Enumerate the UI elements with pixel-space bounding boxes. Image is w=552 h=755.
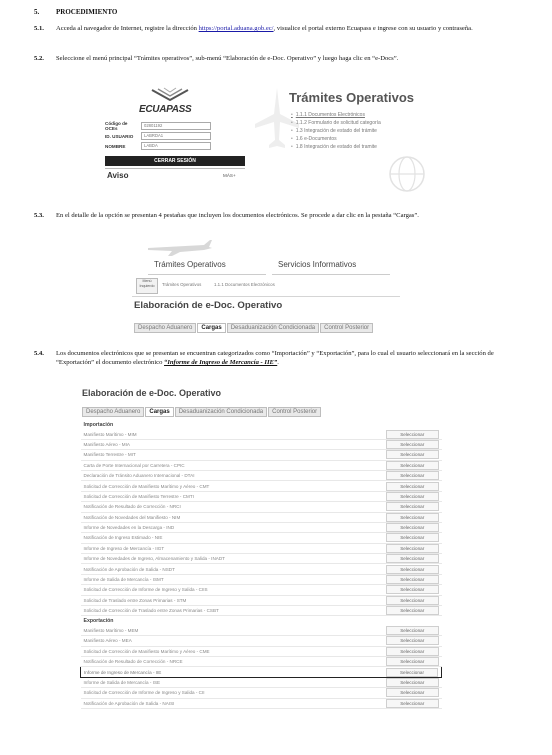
- field-label: ID. USUARIO: [105, 133, 134, 139]
- document-name: Notificación de Resultado de Corrección - NRCE: [81, 656, 384, 666]
- document-name: Solicitud de Corrección de Informe de Ingreso y Salida - CII: [81, 688, 384, 698]
- select-cell: [383, 564, 442, 574]
- select-button[interactable]: Seleccionar: [386, 596, 439, 605]
- document-row: [81, 450, 442, 460]
- select-button[interactable]: Seleccionar: [386, 626, 439, 635]
- document-row: [81, 533, 442, 543]
- breadcrumb-item[interactable]: Trámites Operativos: [162, 282, 202, 287]
- document-name: Notificación de Ingreso Estimado - NIE: [81, 533, 384, 543]
- section-number: 5.: [34, 8, 40, 16]
- select-cell: [383, 595, 442, 605]
- document-row: [81, 574, 442, 584]
- select-button[interactable]: Seleccionar: [386, 668, 438, 677]
- document-name: Solicitud de Traslado entre Zonas Primarias - STM: [81, 595, 384, 605]
- user-id-field[interactable]: LABRDA1: [141, 132, 211, 140]
- document-row: [81, 688, 442, 698]
- document-name: Manifiesto Aéreo - MIA: [81, 439, 384, 449]
- menu-item[interactable]: • 1.3 Integración de estado del trámite: [291, 127, 381, 135]
- field-label: NOMBRE: [105, 143, 126, 149]
- step-text: Seleccione el menú principal “Trámites operativos”, sub-menú “Elaboración de e-Doc. Operativo” y luego haga clic en “e-Docs”.: [56, 55, 399, 62]
- select-button[interactable]: Seleccionar: [386, 513, 439, 522]
- select-cell: [383, 429, 442, 439]
- document-row: [81, 646, 442, 656]
- step-number: 5.3.: [34, 212, 44, 219]
- document-row: [81, 522, 442, 532]
- select-cell: [383, 667, 442, 677]
- select-button[interactable]: Seleccionar: [386, 699, 439, 708]
- document-row: [81, 439, 442, 449]
- select-button[interactable]: Seleccionar: [386, 533, 439, 542]
- select-button[interactable]: Seleccionar: [386, 554, 439, 563]
- document-row: [81, 502, 442, 512]
- document-row: [81, 470, 442, 480]
- select-cell: [383, 606, 442, 616]
- tab-servicios[interactable]: Servicios Informativos: [272, 256, 390, 275]
- tab-despacho[interactable]: Despacho Aduanero: [134, 323, 196, 333]
- select-button[interactable]: Seleccionar: [386, 636, 439, 645]
- target-document: “Informe de Ingreso de Mercancía - IIE”: [164, 359, 278, 366]
- tab-desaduanizacion[interactable]: Desaduanización Condicionada: [227, 323, 319, 333]
- select-button[interactable]: Seleccionar: [386, 440, 439, 449]
- select-cell: [383, 636, 442, 646]
- tramites-title: Trámites Operativos: [289, 90, 414, 105]
- select-cell: [383, 626, 442, 636]
- highlighted-document-row: [81, 667, 442, 677]
- step-number: 5.4.: [34, 350, 44, 357]
- select-button[interactable]: Seleccionar: [386, 647, 439, 656]
- select-cell: [383, 554, 442, 564]
- documents-table: [80, 420, 442, 709]
- category-label: Exportación: [83, 618, 114, 625]
- select-button[interactable]: Seleccionar: [386, 461, 439, 470]
- tab-control-posterior[interactable]: Control Posterior: [320, 323, 373, 333]
- select-cell: [383, 677, 442, 687]
- select-button[interactable]: Seleccionar: [386, 688, 439, 697]
- document-row: [81, 564, 442, 574]
- select-button[interactable]: Seleccionar: [386, 430, 439, 439]
- document-name: Manifiesto Terrestre - MIT: [81, 450, 384, 460]
- logo-text: ECUAPASS: [139, 104, 192, 115]
- airplane-silhouette-icon: [144, 236, 214, 256]
- ecuapass-logo-icon: [150, 86, 190, 104]
- document-row: [81, 585, 442, 595]
- menu-item[interactable]: • 1.1.1 Documentos Electrónicos: [291, 111, 381, 119]
- tab-desaduanizacion[interactable]: Desaduanización Condicionada: [175, 407, 267, 417]
- select-cell: [383, 481, 442, 491]
- tab-cargas[interactable]: Cargas: [197, 323, 225, 333]
- document-name: Notificación de Novedades del Manifiesto - NIM: [81, 512, 384, 522]
- document-name: Solicitud de Corrección de Manifiesto Marítimo y Aéreo - CMT: [81, 481, 384, 491]
- select-cell: [383, 470, 442, 480]
- field-row: [105, 141, 235, 151]
- select-button[interactable]: Seleccionar: [386, 657, 439, 666]
- select-cell: [383, 574, 442, 584]
- docs-screenshot: [80, 388, 442, 753]
- step-number: 5.2.: [34, 55, 44, 62]
- select-button[interactable]: Seleccionar: [386, 482, 439, 491]
- select-cell: [383, 688, 442, 698]
- select-button[interactable]: Seleccionar: [386, 565, 439, 574]
- tramites-menu: [291, 111, 381, 151]
- ocs-select[interactable]: 02801192: [141, 122, 211, 130]
- select-button[interactable]: Seleccionar: [386, 450, 439, 459]
- document-row: [81, 595, 442, 605]
- select-cell: [383, 656, 442, 666]
- document-row: [81, 626, 442, 636]
- tab-despacho[interactable]: Despacho Aduanero: [82, 407, 144, 417]
- select-cell: [383, 585, 442, 595]
- select-cell: [383, 450, 442, 460]
- tab-cargas[interactable]: Cargas: [145, 407, 173, 417]
- menu-toggle-button[interactable]: Menú Inquierdo: [136, 278, 158, 294]
- select-button[interactable]: Seleccionar: [386, 678, 439, 687]
- select-cell: [383, 543, 442, 553]
- document-name: Solicitud de Corrección de Informe de Ingreso y Salida - CIIS: [81, 585, 384, 595]
- document-name: Manifiesto Aéreo - MEA: [81, 636, 384, 646]
- document-row: [81, 554, 442, 564]
- step-text: En el detalle de la opción se presentan 4 pestañas que incluyen los documentos electrónicos. Se procede a dar clic en la pestaña “Cargas”.: [56, 212, 419, 219]
- section-title: PROCEDIMIENTO: [56, 8, 118, 16]
- document-row: [81, 677, 442, 687]
- select-cell: [383, 522, 442, 532]
- tabs-screenshot: [132, 234, 400, 334]
- panel-title: Elaboración de e-Doc. Operativo: [82, 388, 222, 398]
- document-name: Notificación de Aprobación de Salida - NAISI: [81, 698, 384, 708]
- select-button[interactable]: Seleccionar: [386, 606, 439, 615]
- document-name: Declaración de Tránsito Aduanero Internacional - DTAI: [81, 470, 384, 480]
- document-name: Carta de Porte Internacional por Carretera - CPIC: [81, 460, 384, 470]
- select-button[interactable]: Seleccionar: [386, 492, 439, 501]
- login-fields: [105, 121, 235, 151]
- document-name: Informe de Novedades de Ingreso, Almacenamiento y Salida - INADT: [81, 554, 384, 564]
- document-name: Informe de Ingreso de Mercancía - IIE: [81, 667, 384, 677]
- select-cell: [383, 698, 442, 708]
- field-row: [105, 121, 235, 131]
- category-row: [81, 420, 442, 429]
- select-button[interactable]: Seleccionar: [386, 544, 439, 553]
- doc-tabs: [134, 316, 374, 334]
- select-button[interactable]: Seleccionar: [386, 502, 439, 511]
- document-row: [81, 512, 442, 522]
- divider: [105, 168, 245, 169]
- select-cell: [383, 502, 442, 512]
- document-row: [81, 491, 442, 501]
- select-cell: [383, 460, 442, 470]
- document-name: Informe de Salida de Mercancía - ISE: [81, 677, 384, 687]
- select-button[interactable]: Seleccionar: [386, 471, 439, 480]
- document-name: Informe de Salida de Mercancía - ISMT: [81, 574, 384, 584]
- aviso-heading: Aviso: [107, 171, 129, 180]
- document-name: Manifiesto Marítimo - MIM: [81, 429, 384, 439]
- logout-button[interactable]: CERRAR SESIÓN: [105, 156, 245, 166]
- portal-link[interactable]: https://portal.aduana.gob.ec/: [198, 25, 274, 32]
- name-field[interactable]: LABDA: [141, 142, 211, 150]
- document-row: [81, 656, 442, 666]
- document-name: Solicitud de Corrección de Manifiesto Marítimo y Aéreo - CME: [81, 646, 384, 656]
- document-name: Informe de Ingreso de Mercancía - IIGT: [81, 543, 384, 553]
- document-name: Solicitud de Corrección de Manifiesto Terrestre - CMTI: [81, 491, 384, 501]
- select-cell: [383, 533, 442, 543]
- globe-icon: [387, 154, 427, 194]
- document-name: Notificación de Resultado de Corrección - NRCI: [81, 502, 384, 512]
- field-label: Código de OCEs: [105, 121, 128, 131]
- doc-tabs: [82, 400, 442, 418]
- step-text: Acceda al navegador de Internet, registre la dirección https://portal.aduana.gob.ec/, visualice el portal externo Ecuapass e ingrese con su usuario y contraseña.: [56, 25, 473, 32]
- menu-item[interactable]: • 1.6 e-Documentos: [291, 135, 381, 143]
- document-row: [81, 429, 442, 439]
- document-name: Notificación de Aprobación de Salida - NSDT: [81, 564, 384, 574]
- divider: [132, 296, 400, 297]
- select-cell: [383, 646, 442, 656]
- select-cell: [383, 512, 442, 522]
- menu-item[interactable]: • 1.1.2 Formulario de solicitud categoría: [291, 119, 381, 127]
- portal-screenshot: [105, 84, 430, 200]
- document-row: [81, 481, 442, 491]
- document-row: [81, 636, 442, 646]
- document-row: [81, 698, 442, 708]
- document-row: [81, 606, 442, 616]
- category-label: Importación: [83, 421, 114, 428]
- step-number: 5.1.: [34, 25, 44, 32]
- category-row: [81, 616, 442, 626]
- select-button[interactable]: Seleccionar: [386, 523, 439, 532]
- select-cell: [383, 439, 442, 449]
- step-text: Los documentos electrónicos que se presentan se encuentran categorizados como “Importación” y “Exportación”, para lo cual el usuario seleccionará en la sección de “Exportación” el documento electrónico “Informe de Ingreso de Mercancía - IIE”.: [56, 350, 494, 366]
- document-row: [81, 543, 442, 553]
- tab-control-posterior[interactable]: Control Posterior: [268, 407, 321, 417]
- document-name: Informe de Novedades en la Descarga - IND: [81, 522, 384, 532]
- document-row: [81, 460, 442, 470]
- select-cell: [383, 491, 442, 501]
- document-name: Manifiesto Marítimo - MEM: [81, 626, 384, 636]
- select-button[interactable]: Seleccionar: [386, 575, 439, 584]
- more-link[interactable]: MÁS+: [223, 173, 236, 178]
- field-row: [105, 131, 235, 141]
- select-button[interactable]: Seleccionar: [386, 585, 439, 594]
- menu-item[interactable]: • 1.8 Integración de estado del tramite: [291, 143, 381, 151]
- breadcrumb-item[interactable]: 1.1.1 Documentos Electrónicos: [214, 282, 275, 287]
- document-name: Solicitud de Corrección de Traslado entre Zonas Primarias - CSBT: [81, 606, 384, 616]
- page-title: Elaboración de e-Doc. Operativo: [134, 300, 283, 311]
- tab-tramites[interactable]: Trámites Operativos: [148, 256, 266, 275]
